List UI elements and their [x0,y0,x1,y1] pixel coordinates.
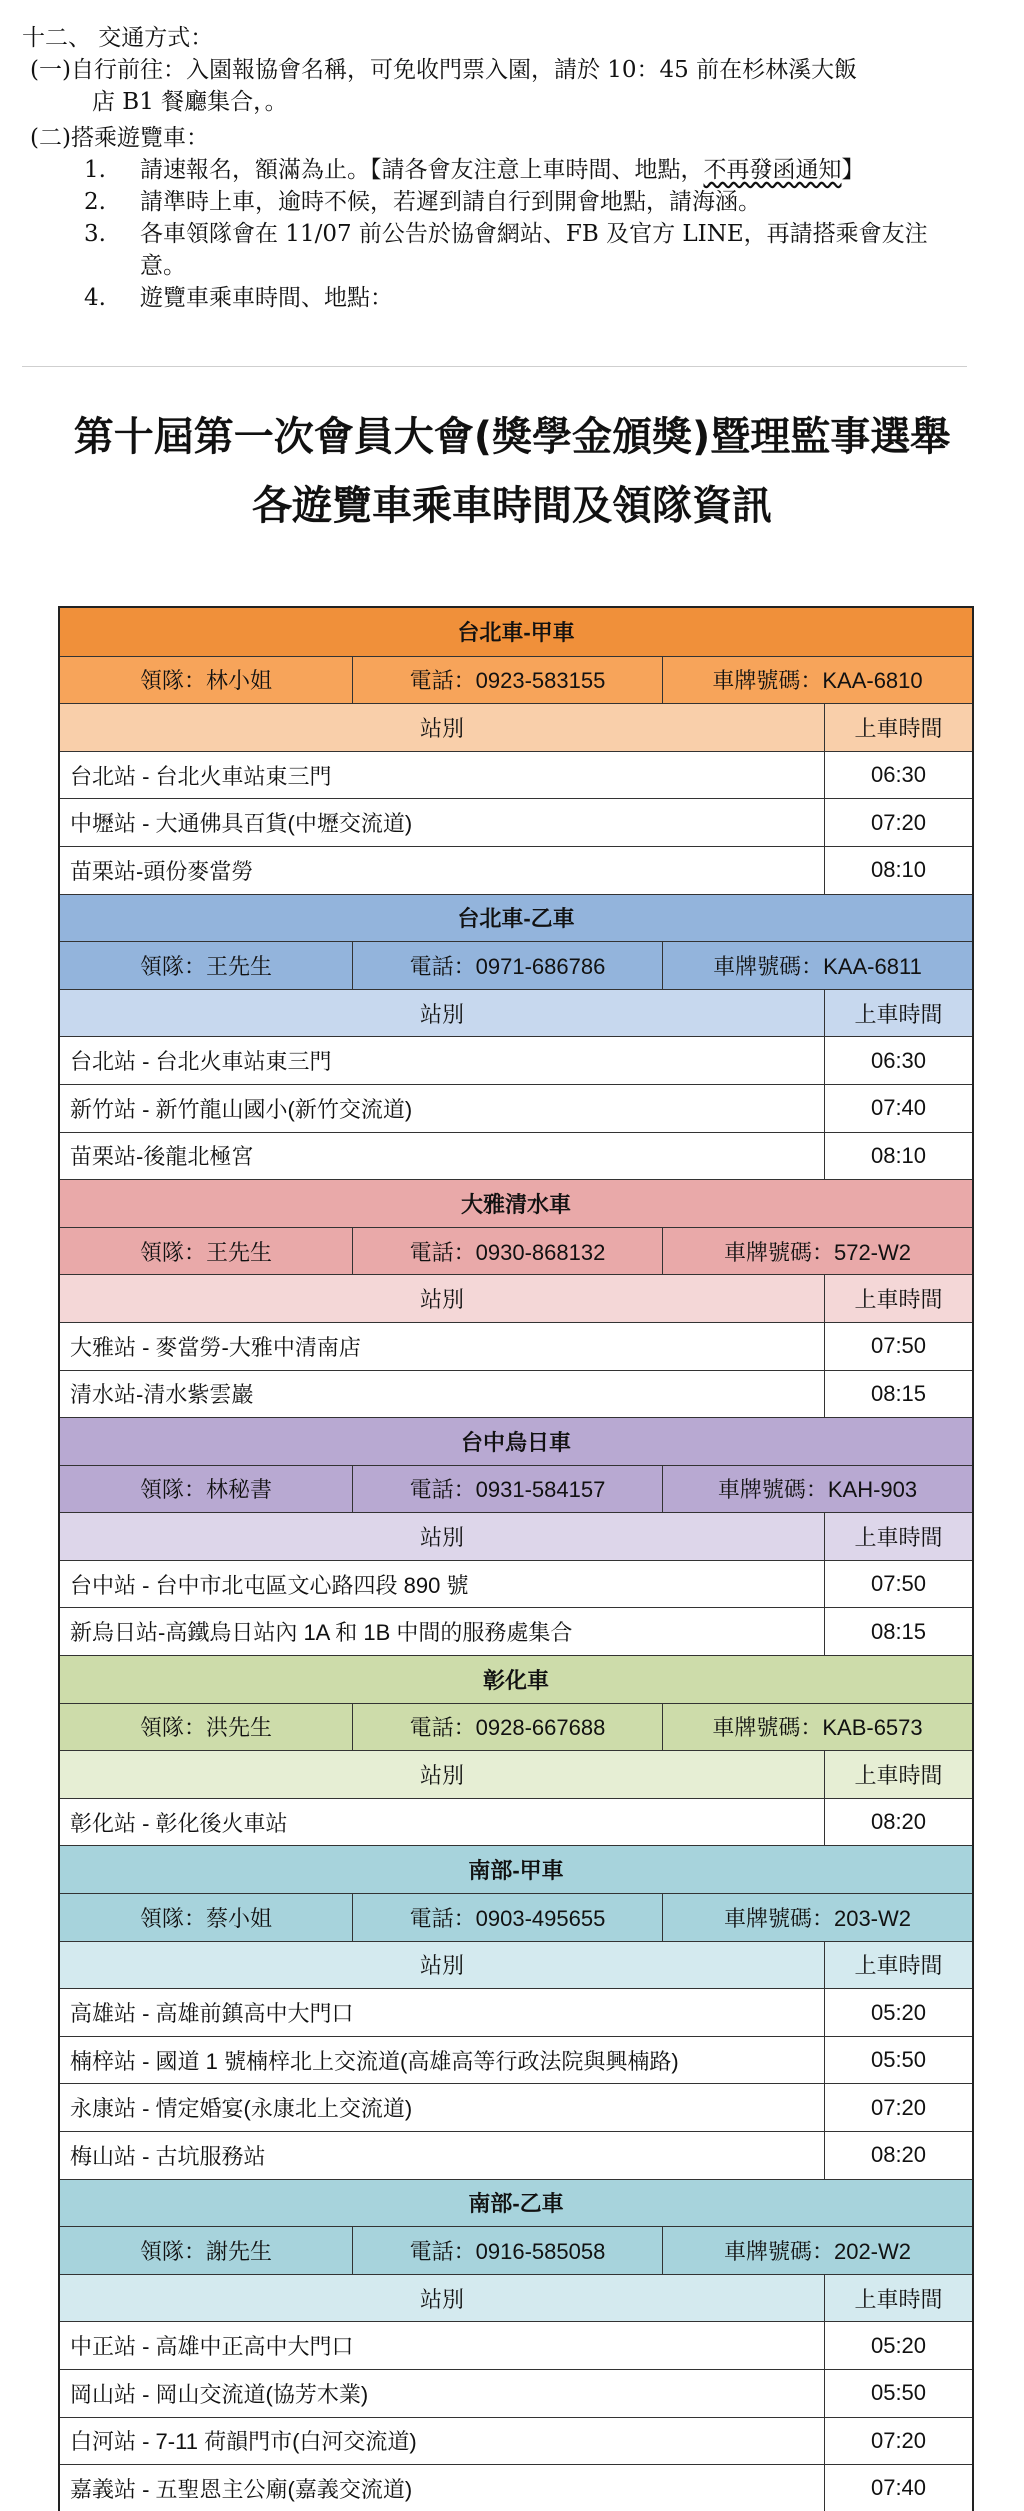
bus-name-row [60,1655,972,1703]
station-column-header: 站別 [419,1001,464,1027]
leader-info-row [60,2226,972,2274]
leader-phone: 電話：0928-667688 [352,1704,662,1751]
table-row [60,751,972,799]
leader-info-row [60,656,972,704]
leader-phone: 電話：0930-868132 [352,1228,662,1275]
table-row [60,2083,972,2131]
item-number: 3. [84,221,106,247]
section2-item-2 [22,186,1002,218]
time-column-header: 上車時間 [824,704,972,751]
table-row [60,2417,972,2465]
table-row [60,846,972,894]
item-text-end: 】 [841,157,865,183]
station-cell: 永康站 - 情定婚宴(永康北上交流道) [70,2096,413,2122]
time-cell: 08:10 [824,1133,972,1180]
bus-name: 台中烏日車 [460,1429,571,1455]
time-cell: 05:20 [824,2322,972,2369]
station-column-header: 站別 [419,1287,464,1313]
item-number: 1. [84,157,106,183]
table-row [60,2464,972,2511]
time-cell: 05:50 [824,2037,972,2084]
station-cell: 台北站 - 台北火車站東三門 [70,1049,332,1075]
station-column-header: 站別 [419,715,464,741]
bus-name-row [60,1179,972,1227]
station-cell: 岡山站 - 岡山交流道(協芳木業) [70,2381,369,2407]
bus-name: 台北車-甲車 [457,620,575,646]
leader-name: 領隊：洪先生 [139,1715,272,1741]
leader-phone: 電話：0931-584157 [352,1466,662,1513]
item-text: 請準時上車，逾時不候，若遲到請自行到開會地點，請海涵。 [140,189,761,215]
time-cell: 08:20 [824,2132,972,2179]
station-column-header: 站別 [419,1953,464,1979]
time-column-header: 上車時間 [824,990,972,1037]
time-cell: 06:30 [824,1037,972,1084]
time-cell: 08:15 [824,1371,972,1418]
bus-name: 南部-乙車 [468,2191,564,2217]
column-header-row [60,1512,972,1560]
section1-line2: 店 B1 餐廳集合，。 [92,89,288,115]
time-cell: 05:20 [824,1989,972,2036]
time-cell: 07:50 [824,1323,972,1370]
leader-name: 領隊：林秘書 [139,1477,272,1503]
station-cell: 台中站 - 台中市北屯區文心路四段 890 號 [70,1572,469,1598]
leader-info-row [60,1227,972,1275]
item-number: 2. [84,189,106,215]
bus-name-row [60,2179,972,2227]
section2-item-3 [22,218,1002,250]
column-header-row [60,989,972,1037]
column-header-row [60,1274,972,1322]
bus-group [60,1655,972,1845]
leader-name: 領隊：謝先生 [139,2238,272,2264]
bus-name: 彰化車 [482,1667,549,1693]
bus-name: 台北車-乙車 [457,906,575,932]
time-cell: 06:30 [824,752,972,799]
leader-info-row [60,1703,972,1751]
notice-heading: 十二、 交通方式： [22,25,214,51]
bus-group [60,1417,972,1655]
column-header-row [60,1941,972,1989]
table-row [60,2131,972,2179]
table-row [60,1322,972,1370]
bus-group [60,894,972,1180]
transport-notice [22,22,1002,314]
time-cell: 05:50 [824,2370,972,2417]
table-row [60,1084,972,1132]
time-column-header: 上車時間 [824,1942,972,1989]
section2-label: (二)搭乘遊覽車： [30,125,209,151]
table-row [60,798,972,846]
bus-group [60,2179,972,2511]
item-text-emphasis: 不再發函通知 [703,157,842,183]
table-row [60,2036,972,2084]
station-cell: 彰化站 - 彰化後火車站 [70,1810,288,1836]
section1-label: (一)自行前往： [30,57,186,83]
item-text: 各車領隊會在 11/07 前公告於協會網站、FB 及官方 LINE，再請搭乘會友注 [140,221,928,247]
station-cell: 梅山站 - 古坑服務站 [70,2143,266,2169]
bus-group [60,1179,972,1417]
station-cell: 高雄站 - 高雄前鎮高中大門口 [70,2001,354,2027]
station-cell: 苗栗站-後龍北極宮 [70,1144,254,1170]
station-column-header: 站別 [419,1763,464,1789]
bus-name-row [60,608,972,656]
divider [22,366,967,367]
table-row [60,1607,972,1655]
leader-phone: 電話：0971-686786 [352,942,662,989]
license-plate: 車牌號碼：KAA-6811 [662,942,972,989]
license-plate: 車牌號碼：KAB-6573 [662,1704,972,1751]
time-cell: 08:10 [824,847,972,894]
leader-phone: 電話：0903-495655 [352,1894,662,1941]
time-cell: 07:20 [824,2084,972,2131]
time-column-header: 上車時間 [824,1751,972,1798]
leader-phone: 電話：0923-583155 [352,657,662,704]
station-cell: 中正站 - 高雄中正高中大門口 [70,2334,354,2360]
station-cell: 台北站 - 台北火車站東三門 [70,763,332,789]
license-plate: 車牌號碼：202-W2 [662,2227,972,2274]
license-plate: 車牌號碼：572-W2 [662,1228,972,1275]
table-row [60,1370,972,1418]
item-text: 請速報名，額滿為止。【請各會友注意上車時間、地點， [140,157,704,183]
bus-name: 大雅清水車 [460,1191,571,1217]
station-column-header: 站別 [419,1525,464,1551]
section2-item-3-cont [22,250,1002,282]
column-header-row [60,1750,972,1798]
table-row [60,2369,972,2417]
time-cell: 07:40 [824,1085,972,1132]
table-row [60,2321,972,2369]
item-text-continued: 意。 [140,253,186,279]
leader-name: 領隊：蔡小姐 [139,1905,272,1931]
table-row [60,1560,972,1608]
bus-name-row [60,1417,972,1465]
station-cell: 嘉義站 - 五聖恩主公廟(嘉義交流道) [70,2476,413,2502]
license-plate: 車牌號碼：203-W2 [662,1894,972,1941]
time-column-header: 上車時間 [824,2275,972,2322]
time-column-header: 上車時間 [824,1275,972,1322]
time-cell: 07:20 [824,799,972,846]
item-number: 4. [84,285,106,311]
page-title: 第十屆第一次會員大會(獎學金頒獎)暨理監事選舉 [73,414,951,460]
leader-info-row [60,1893,972,1941]
leader-name: 領隊：王先生 [139,1239,272,1265]
station-cell: 白河站 - 7-11 荷韻門市(白河交流道) [70,2429,417,2455]
time-cell: 07:40 [824,2465,972,2511]
license-plate: 車牌號碼：KAA-6810 [662,657,972,704]
station-column-header: 站別 [419,2286,464,2312]
time-cell: 08:20 [824,1799,972,1846]
time-cell: 07:20 [824,2418,972,2465]
section1-text1: 入園報協會名稱，可免收門票入園，請於 10：45 前在杉林溪大飯 [185,57,858,83]
section1-line1 [22,54,1002,86]
table-row [60,1798,972,1846]
license-plate: 車牌號碼：KAH-903 [662,1466,972,1513]
bus-group [60,608,972,894]
station-cell: 大雅站 - 麥當勞-大雅中清南店 [70,1334,361,1360]
table-row [60,1036,972,1084]
leader-info-row [60,1465,972,1513]
time-cell: 07:50 [824,1561,972,1608]
column-header-row [60,703,972,751]
section2-item-1 [22,154,1002,186]
time-cell: 08:15 [824,1608,972,1655]
station-cell: 苗栗站-頭份麥當勞 [70,858,254,884]
station-cell: 中壢站 - 大通佛具百貨(中壢交流道) [70,811,413,837]
bus-name-row [60,1845,972,1893]
station-cell: 清水站-清水紫雲巖 [70,1382,254,1408]
leader-name: 領隊：林小姐 [139,668,272,694]
item-text: 遊覽車乘車時間、地點： [140,285,393,311]
column-header-row [60,2274,972,2322]
leader-phone: 電話：0916-585058 [352,2227,662,2274]
bus-name-row [60,894,972,942]
station-cell: 新烏日站-高鐵烏日站內 1A 和 1B 中間的服務處集合 [70,1620,573,1646]
page-subtitle: 各遊覽車乘車時間及領隊資訊 [252,483,772,529]
table-row [60,1132,972,1180]
time-column-header: 上車時間 [824,1513,972,1560]
leader-info-row [60,941,972,989]
station-cell: 楠梓站 - 國道 1 號楠梓北上交流道(高雄高等行政法院與興楠路) [70,2048,679,2074]
table-row [60,1988,972,2036]
bus-group [60,1845,972,2178]
station-cell: 新竹站 - 新竹龍山國小(新竹交流道) [70,1096,413,1122]
bus-schedule-table [58,606,974,2511]
section2-item-4 [22,282,1002,314]
leader-name: 領隊：王先生 [139,953,272,979]
bus-name: 南部-甲車 [468,1858,564,1884]
